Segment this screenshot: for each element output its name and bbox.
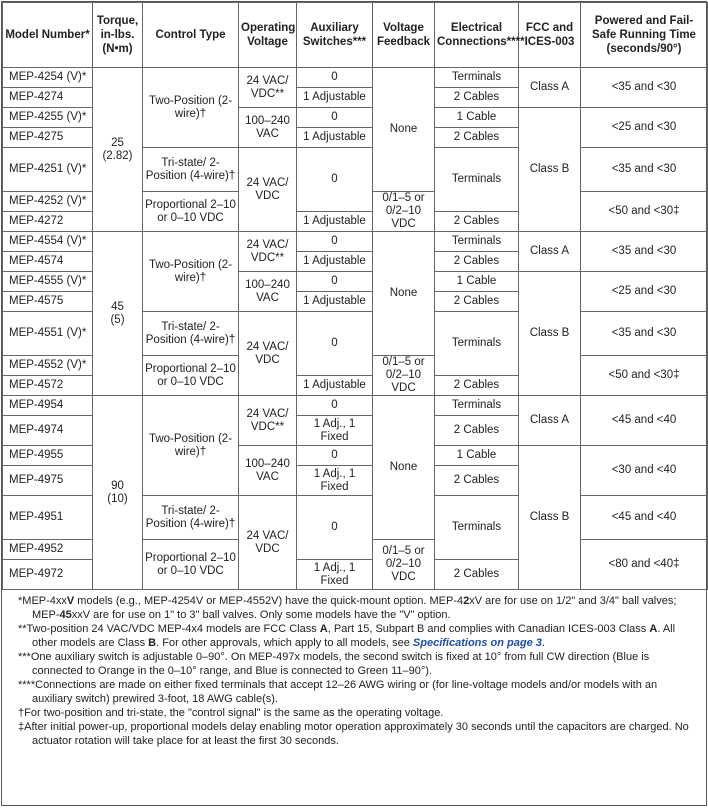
model-number: MEP-4252 (V)*	[3, 192, 93, 212]
voltage-cell: 24 VAC/ VDC**	[239, 232, 297, 272]
control-type-cell: Tri-state/ 2-Position (4-wire)†	[143, 496, 239, 540]
fcc-cell: Class B	[519, 272, 581, 396]
voltage-cell: 100–240 VAC	[239, 272, 297, 312]
runtime-cell: <80 and <40‡	[581, 540, 708, 590]
fcc-cell: Class A	[519, 68, 581, 108]
header-voltage: Operating Voltage	[239, 3, 297, 68]
fcc-cell: Class B	[519, 446, 581, 590]
header-feedback: Voltage Feedback	[373, 3, 435, 68]
runtime-cell: <35 and <30	[581, 232, 708, 272]
connection-cell: 1 Cable	[435, 272, 519, 292]
runtime-cell: <25 and <30	[581, 272, 708, 312]
connection-cell: 2 Cables	[435, 88, 519, 108]
aux-cell: 0	[297, 272, 373, 292]
spec-sheet	[1, 1, 707, 806]
model-number: MEP-4272	[3, 212, 93, 232]
table-row	[3, 396, 708, 416]
aux-cell: 1 Adj., 1 Fixed	[297, 416, 373, 446]
model-number: MEP-4274	[3, 88, 93, 108]
connection-cell: Terminals	[435, 68, 519, 88]
model-number: MEP-4254 (V)*	[3, 68, 93, 88]
table-row	[3, 232, 708, 252]
footnotes	[2, 590, 706, 748]
aux-cell: 0	[297, 108, 373, 128]
table-row	[3, 68, 708, 88]
header-aux: Auxiliary Switches***	[297, 3, 373, 68]
model-number: MEP-4552 (V)*	[3, 356, 93, 376]
control-type-cell: Proportional 2–10 or 0–10 VDC	[143, 356, 239, 396]
model-number: MEP-4251 (V)*	[3, 148, 93, 192]
aux-cell: 1 Adjustable	[297, 376, 373, 396]
model-number: MEP-4575	[3, 292, 93, 312]
runtime-cell: <30 and <40	[581, 446, 708, 496]
fcc-cell: Class A	[519, 232, 581, 272]
aux-cell: 1 Adjustable	[297, 88, 373, 108]
fcc-cell: Class B	[519, 108, 581, 232]
runtime-cell: <35 and <30	[581, 312, 708, 356]
footnote-5: †For two-position and tri-state, the "control signal" is the same as the operating voltage.	[18, 707, 444, 719]
header-model: Model Number*	[3, 3, 93, 68]
model-number: MEP-4951	[3, 496, 93, 540]
specifications-link[interactable]: Specifications on page 3	[412, 637, 542, 649]
model-number: MEP-4275	[3, 128, 93, 148]
connection-cell: 2 Cables	[435, 560, 519, 590]
aux-cell: 1 Adjustable	[297, 212, 373, 232]
voltage-cell: 24 VAC/ VDC	[239, 496, 297, 590]
footnote-6: ‡After initial power-up, proportional models delay enabling motor operation approximately 30 seconds until the capacitors are charged. No actuator rotation will take place for at least the first 30 seconds.	[18, 721, 689, 747]
aux-cell: 0	[297, 396, 373, 416]
model-number: MEP-4974	[3, 416, 93, 446]
aux-cell: 0	[297, 68, 373, 88]
fcc-cell: Class A	[519, 396, 581, 446]
aux-cell: 1 Adjustable	[297, 128, 373, 148]
model-number: MEP-4555 (V)*	[3, 272, 93, 292]
torque-cell: 25 (2.82)	[93, 68, 143, 232]
header-runtime: Powered and Fail-Safe Running Time (seconds/90°)	[581, 3, 708, 68]
connection-cell: 1 Cable	[435, 446, 519, 466]
model-number: MEP-4255 (V)*	[3, 108, 93, 128]
connection-cell: Terminals	[435, 396, 519, 416]
footnote-2: **Two-position 24 VAC/VDC MEP-4x4 models are FCC Class A, Part 15, Subpart B and complies with Canadian ICES-003 Class A. All other models are Class B. For other approvals, which apply to all models, see Specifications on page 3.	[18, 623, 676, 649]
connection-cell: 2 Cables	[435, 292, 519, 312]
control-type-cell: Tri-state/ 2-Position (4-wire)†	[143, 312, 239, 356]
aux-cell: 0	[297, 446, 373, 466]
model-number: MEP-4551 (V)*	[3, 312, 93, 356]
header-row	[3, 3, 708, 68]
connection-cell: 2 Cables	[435, 466, 519, 496]
torque-cell: 90 (10)	[93, 396, 143, 590]
control-type-cell: Tri-state/ 2-Position (4-wire)†	[143, 148, 239, 192]
header-control: Control Type	[143, 3, 239, 68]
aux-cell: 0	[297, 148, 373, 212]
voltage-cell: 24 VAC/ VDC**	[239, 396, 297, 446]
model-number: MEP-4972	[3, 560, 93, 590]
control-type-cell: Two-Position (2-wire)†	[143, 232, 239, 312]
connection-cell: 2 Cables	[435, 416, 519, 446]
feedback-cell: None	[373, 68, 435, 192]
model-number: MEP-4554 (V)*	[3, 232, 93, 252]
voltage-cell: 100–240 VAC	[239, 446, 297, 496]
control-type-cell: Two-Position (2-wire)†	[143, 68, 239, 148]
feedback-cell: None	[373, 232, 435, 356]
aux-cell: 1 Adjustable	[297, 292, 373, 312]
runtime-cell: <25 and <30	[581, 108, 708, 148]
feedback-cell: 0/1–5 or 0/2–10 VDC	[373, 540, 435, 590]
runtime-cell: <45 and <40	[581, 496, 708, 540]
runtime-cell: <45 and <40	[581, 396, 708, 446]
footnote-4: ****Connections are made on either fixed terminals that accept 12–26 AWG wiring or (for line-voltage models and/or models with an auxiliary switch) prewired 3-foot, 18 AWG cable(s).	[18, 679, 658, 705]
model-number: MEP-4572	[3, 376, 93, 396]
torque-cell: 45 (5)	[93, 232, 143, 396]
connection-cell: 2 Cables	[435, 128, 519, 148]
feedback-cell: 0/1–5 or 0/2–10 VDC	[373, 192, 435, 232]
connection-cell: 2 Cables	[435, 252, 519, 272]
voltage-cell: 24 VAC/ VDC	[239, 312, 297, 396]
footnote-3: ***One auxiliary switch is adjustable 0–90°. On MEP-497x models, the second switch is fixed at 10° from full CW direction (Blue is connected to Orange in the 0–10° range, and Blue is connected to Green 11–90°).	[18, 651, 650, 677]
connection-cell: Terminals	[435, 312, 519, 376]
model-number: MEP-4954	[3, 396, 93, 416]
runtime-cell: <50 and <30‡	[581, 356, 708, 396]
voltage-cell: 24 VAC/ VDC**	[239, 68, 297, 108]
model-number: MEP-4955	[3, 446, 93, 466]
voltage-cell: 24 VAC/ VDC	[239, 148, 297, 232]
control-type-cell: Proportional 2–10 or 0–10 VDC	[143, 192, 239, 232]
control-type-cell: Two-Position (2-wire)†	[143, 396, 239, 496]
runtime-cell: <35 and <30	[581, 68, 708, 108]
connection-cell: Terminals	[435, 496, 519, 560]
voltage-cell: 100–240 VAC	[239, 108, 297, 148]
connection-cell: Terminals	[435, 232, 519, 252]
aux-cell: 1 Adjustable	[297, 252, 373, 272]
model-number: MEP-4952	[3, 540, 93, 560]
control-type-cell: Proportional 2–10 or 0–10 VDC	[143, 540, 239, 590]
feedback-cell: None	[373, 396, 435, 540]
connection-cell: 2 Cables	[435, 376, 519, 396]
connection-cell: 1 Cable	[435, 108, 519, 128]
runtime-cell: <50 and <30‡	[581, 192, 708, 232]
aux-cell: 0	[297, 496, 373, 560]
aux-cell: 1 Adj., 1 Fixed	[297, 466, 373, 496]
aux-cell: 1 Adj., 1 Fixed	[297, 560, 373, 590]
header-electrical: Electrical Connections****	[435, 3, 519, 68]
header-fcc: FCC and ICES-003	[519, 3, 581, 68]
aux-cell: 0	[297, 232, 373, 252]
aux-cell: 0	[297, 312, 373, 376]
runtime-cell: <35 and <30	[581, 148, 708, 192]
footnote-1: *MEP-4xxV models (e.g., MEP-4254V or MEP-4552V) have the quick-mount option. MEP-42xV are for use on 1/2" and 3/4" ball valves; MEP-45xxV are for use on 1" to 3" ball valves. Only some models have the "V" option.	[18, 595, 677, 621]
model-number: MEP-4975	[3, 466, 93, 496]
feedback-cell: 0/1–5 or 0/2–10 VDC	[373, 356, 435, 396]
model-table	[2, 2, 708, 590]
header-torque: Torque, in-lbs. (N•m)	[93, 3, 143, 68]
model-number: MEP-4574	[3, 252, 93, 272]
connection-cell: Terminals	[435, 148, 519, 212]
connection-cell: 2 Cables	[435, 212, 519, 232]
